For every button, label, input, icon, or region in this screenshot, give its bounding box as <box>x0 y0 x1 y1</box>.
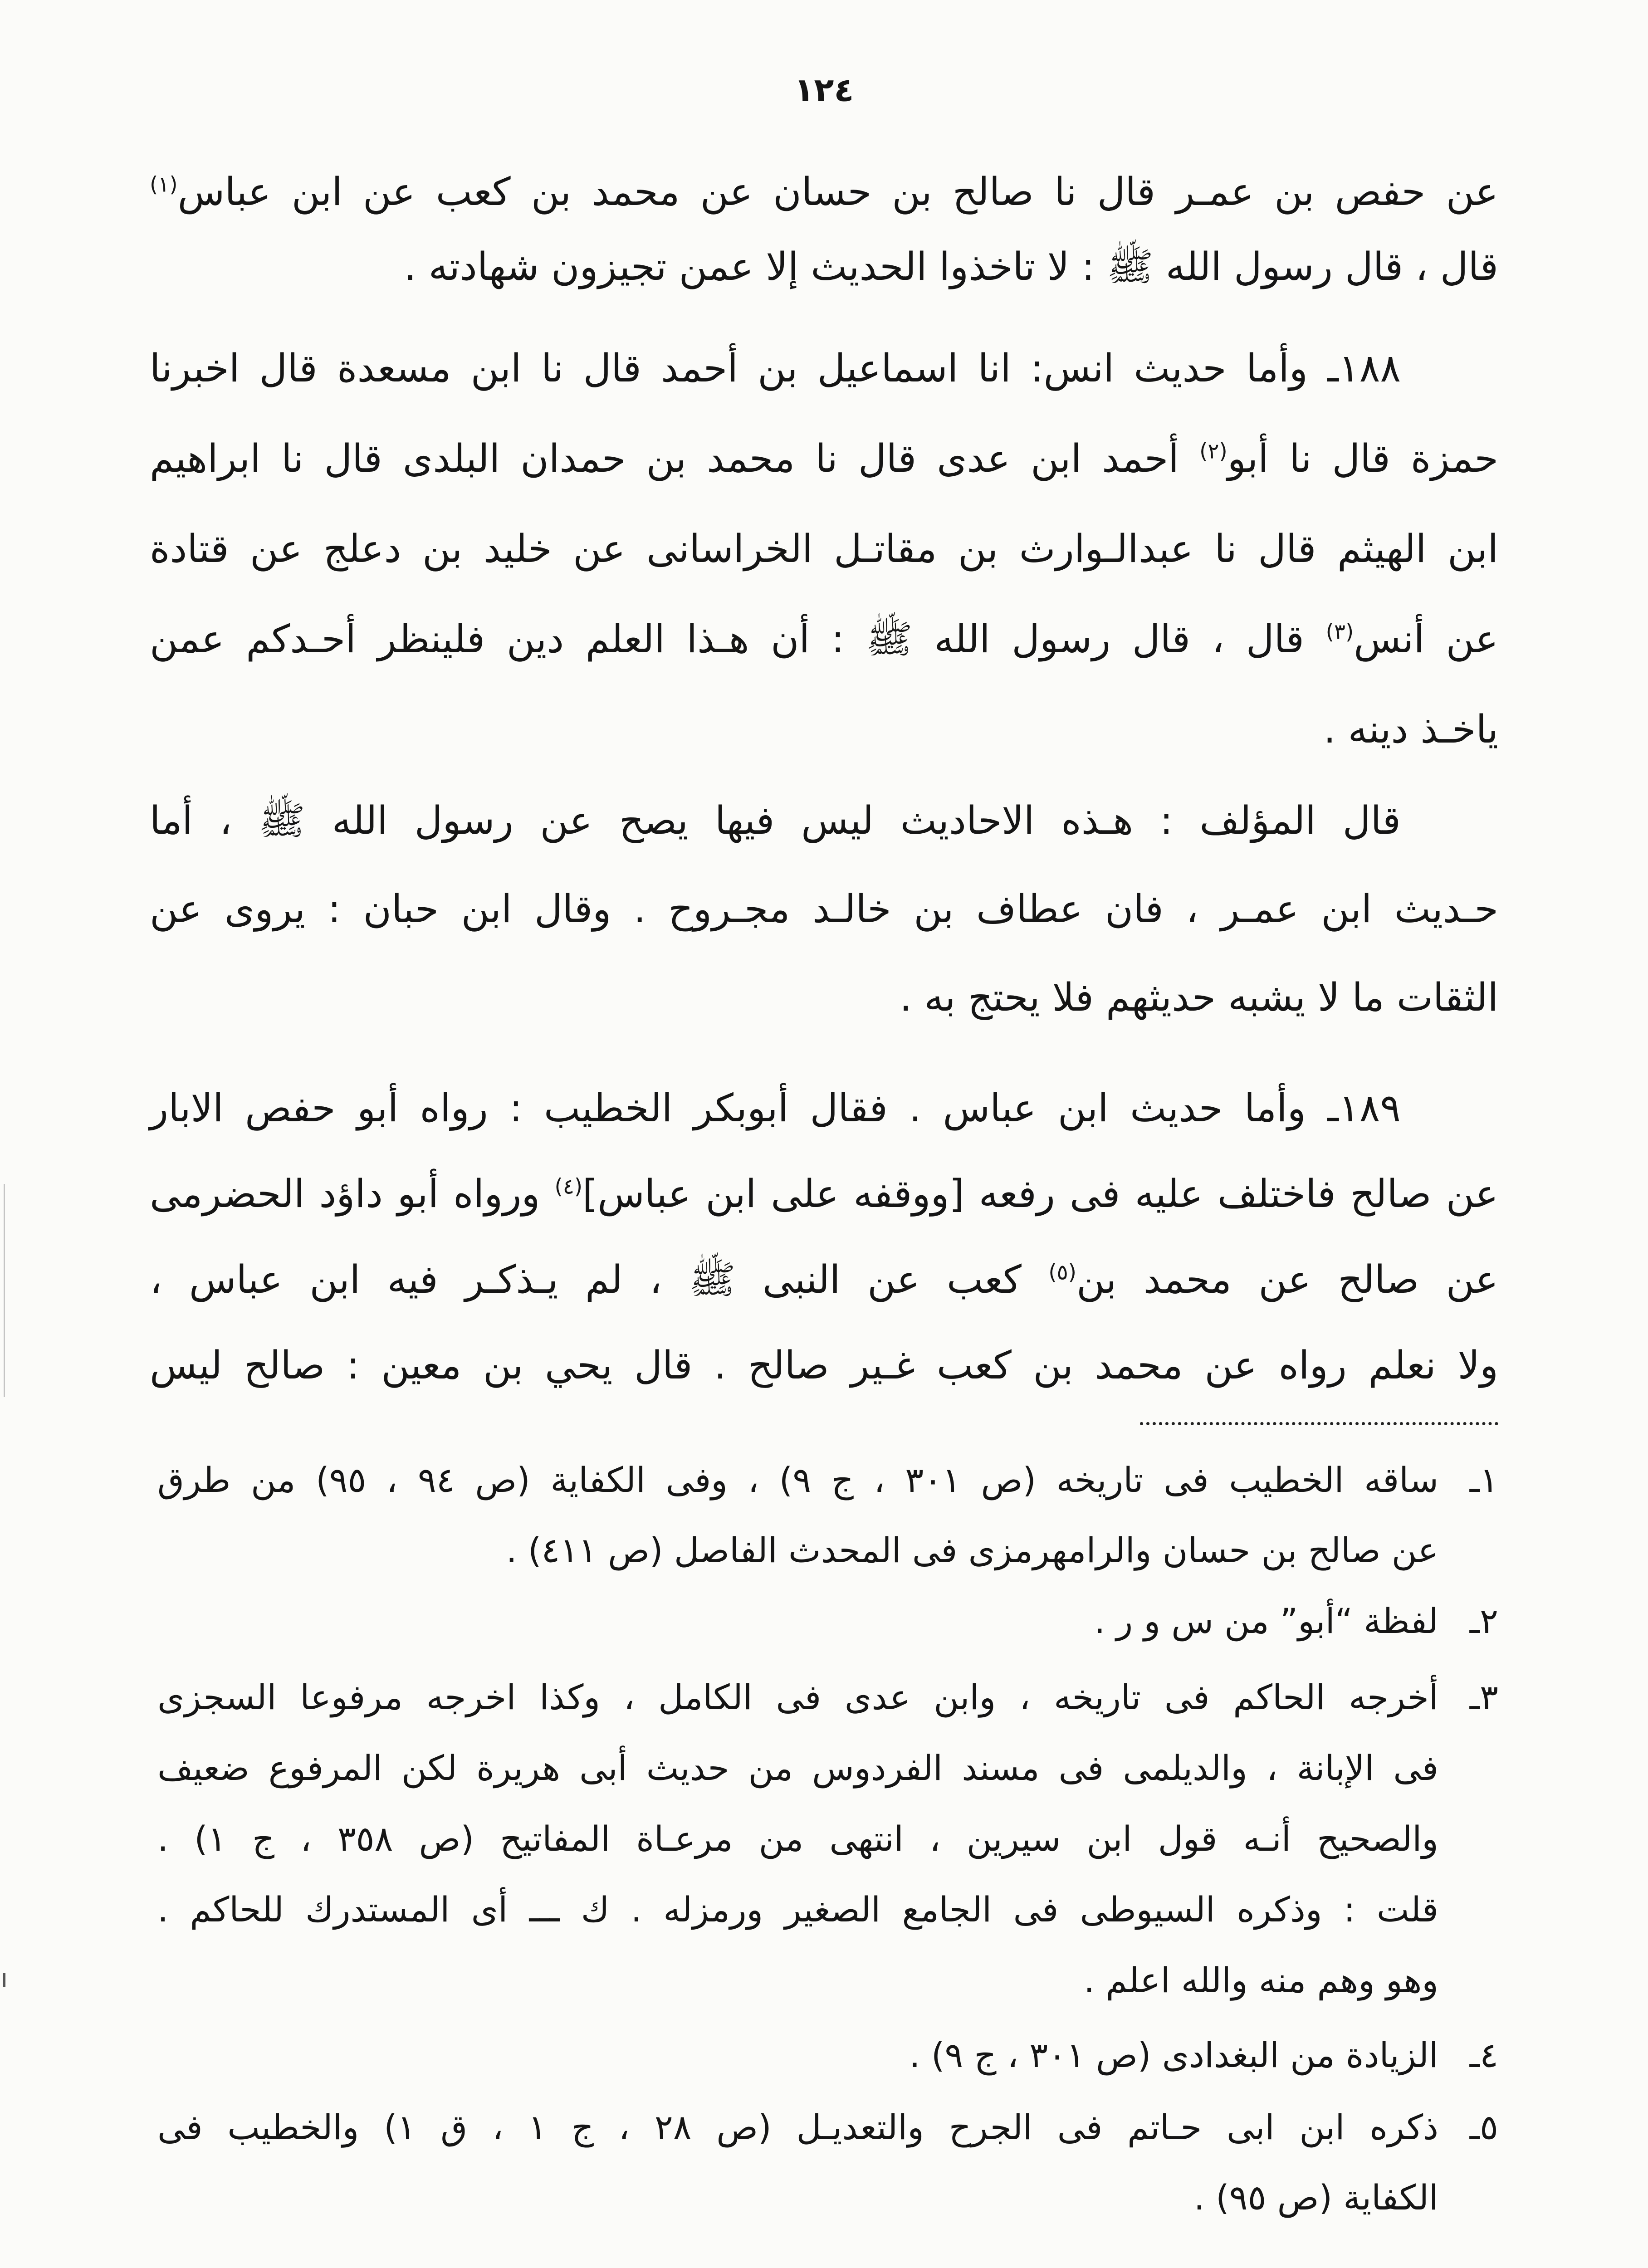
footnote-line: ذكره ابن ابى حـاتم فى الجرح والتعديـل (ص ٢٨ ، ج ١ ، ق ١) والخطيب فى <box>157 2107 1439 2147</box>
scan-edge-mark <box>4 1184 5 1397</box>
footnote-text <box>157 2020 1438 2090</box>
footnote-line: أخرجه الحاكم فى تاريخه ، وابن عدى فى الكامل ، وكذا اخرجه مرفوعا السجزى <box>157 1677 1438 1717</box>
footnote-number: ٤ـ <box>1469 2035 1498 2075</box>
footnote-item <box>157 1662 1498 2016</box>
paragraph-189 <box>150 1066 1498 1408</box>
line-text: قال ، قال رسول الله ﷺ : أن هـذا العلم دين فلينظر أحـدكم عمن <box>150 617 1326 662</box>
footnote-text <box>157 2092 1438 2233</box>
footnote-marker: (١) <box>150 172 178 197</box>
line-text: ورواه أبو داؤد الحضرمى <box>150 1172 555 1217</box>
footnote-text <box>157 1445 1438 1585</box>
line-text: عن صالح عن محمد بن <box>1076 1257 1499 1302</box>
footnote-number: ١ـ <box>1469 1460 1498 1500</box>
footnote-line: والصحيح أنـه قول ابن سيرين ، انتهى من مرعـاة المفاتيح (ص ٣٥٨ ، ج ١) . <box>157 1818 1439 1859</box>
footnote-line: الكفاية (ص ٩٥) . <box>1193 2177 1438 2218</box>
paragraph-continuation <box>150 155 1498 304</box>
text-line <box>150 230 1498 304</box>
footnote-line: لفظة “أبو” من س و ر . <box>1094 1601 1438 1641</box>
footnote-line: الزيادة من البغدادى (ص ٣٠١ ، ج ٩) . <box>909 2035 1438 2075</box>
footnote-text <box>157 1586 1438 1656</box>
text-line <box>150 953 1498 1042</box>
footnote-marker: (٥) <box>1048 1260 1076 1285</box>
footnote-item <box>157 1445 1498 1585</box>
text-line <box>150 1323 1498 1408</box>
line-text: عن أنس <box>1354 617 1498 662</box>
footnote-line: عن صالح بن حسان والرامهرمزى فى المحدث الفاصل (ص ٤١١) . <box>506 1530 1438 1570</box>
line-text: ١٨٨ـ وأما حديث انس: انا اسماعيل بن أحمد قال نا ابن مسعدة قال اخبرنا <box>150 346 1401 391</box>
footnote-marker: (٢) <box>1199 439 1227 464</box>
footnote-line: وهو وهم منه والله اعلم . <box>1084 1960 1438 2000</box>
line-text: حمزة قال نا أبو <box>1227 436 1498 481</box>
footnote-marker: (٣) <box>1325 620 1354 645</box>
page-number: ١٢٤ <box>794 71 854 109</box>
line-text: كعب عن النبى ﷺ ، لم يـذكـر فيه ابن عباس ، <box>150 1257 1049 1302</box>
text-line <box>150 504 1498 594</box>
footnote-number: ٢ـ <box>1469 1601 1498 1641</box>
text-line <box>150 1066 1498 1151</box>
footnote-item <box>157 1586 1498 1656</box>
text-line <box>150 414 1498 504</box>
line-text: ١٨٩ـ وأما حديث ابن عباس . فقال أبوبكر الخطيب : رواه أبو حفص الابار <box>150 1086 1401 1131</box>
paragraph-188 <box>150 323 1498 775</box>
footnote-item <box>157 2020 1498 2090</box>
footnote-separator <box>1140 1422 1498 1425</box>
footnote-line: قلت : وذكره السيوطى فى الجامع الصغير ورمزله . ك ـــ أى المستدرك للحاكم . <box>157 1889 1438 1930</box>
text-line <box>150 155 1498 230</box>
footnote-line: ساقه الخطيب فى تاريخه (ص ٣٠١ ، ج ٩) ، وفى الكفاية (ص ٩٤ ، ٩٥) من طرق <box>157 1460 1439 1500</box>
text-line <box>150 1151 1498 1237</box>
line-text: الثقات ما لا يشبه حديثهم فلا يحتج به . <box>900 975 1498 1020</box>
footnote-text <box>157 1662 1438 2016</box>
footnote-marker: (٤) <box>554 1174 583 1199</box>
scan-edge-mark <box>3 1973 5 1987</box>
text-line <box>150 865 1498 953</box>
line-text: ولا نعلم رواه عن محمد بن كعب غـير صالح . قال يحي بن معين : صالح ليس <box>150 1343 1498 1388</box>
text-line <box>150 777 1498 865</box>
footnote-number: ٣ـ <box>1469 1677 1498 1717</box>
line-text: قال المؤلف : هـذه الاحاديث ليس فيها يصح عن رسول الله ﷺ ، أما <box>150 798 1401 843</box>
paragraph-author-comment <box>150 777 1498 1042</box>
line-text: حـديث ابن عمـر ، فان عطاف بن خالـد مجـروح . وقال ابن حبان : يروى عن <box>150 887 1498 932</box>
footnote-number: ٥ـ <box>1469 2107 1498 2147</box>
text-line <box>150 1237 1498 1323</box>
line-text: قال ، قال رسول الله ﷺ : لا تاخذوا الحديث إلا عمن تجيزون شهادته . <box>404 244 1498 289</box>
line-text: أحمد ابن عدى قال نا محمد بن حمدان البلدى قال نا ابراهيم <box>150 436 1200 481</box>
footnote-line: فى الإبانة ، والديلمى فى مسند الفردوس من حديث أبى هريرة لكن المرفوع ضعيف <box>157 1748 1438 1788</box>
line-text: عن حفص بن عمـر قال نا صالح بن حسان عن محمد بن كعب عن ابن عباس <box>177 170 1498 215</box>
line-text: عن صالح فاختلف عليه فى رفعه [ووقفه على ابن عباس] <box>582 1172 1498 1217</box>
text-line <box>150 594 1498 684</box>
footnote-item <box>157 2092 1498 2233</box>
line-text: ياخـذ دينه . <box>1323 707 1498 752</box>
text-line <box>150 684 1498 775</box>
text-line <box>150 323 1498 414</box>
line-text: ابن الهيثم قال نا عبدالـوارث بن مقاتـل الخراسانى عن خليد بن دعلج عن قتادة <box>150 527 1498 572</box>
